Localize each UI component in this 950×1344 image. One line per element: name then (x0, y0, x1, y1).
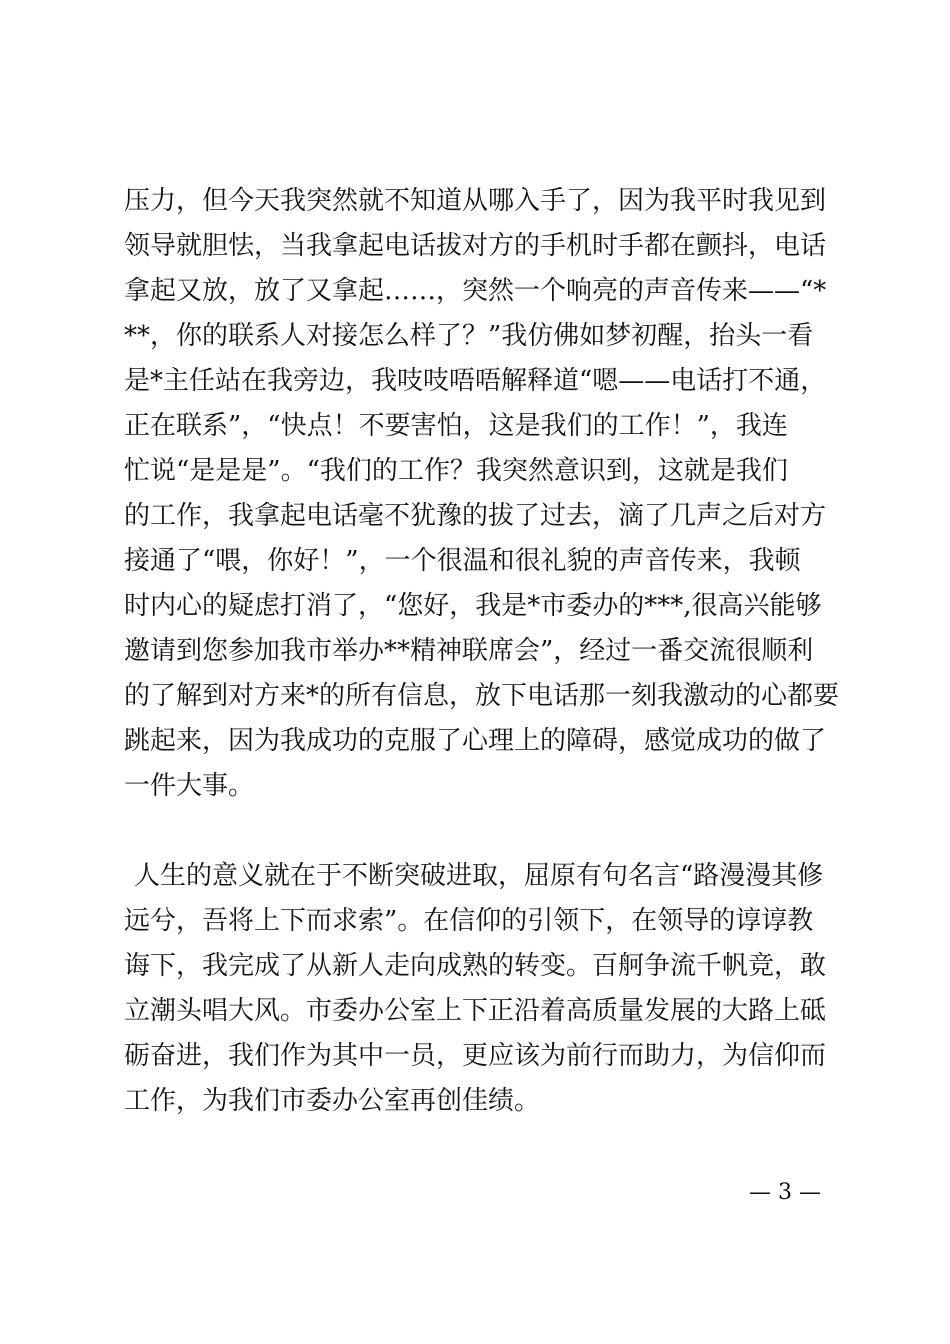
paragraph-1-line: 邀请到您参加我市举办**精神联席会”，经过一番交流很顺利 (124, 636, 814, 666)
paragraph-1-line: 接通了“喂，你好！”，一个很温和很礼貌的声音传来，我顿 (124, 546, 801, 576)
paragraph-1-line: 时内心的疑虑打消了，“您好，我是*市委办的***,很高兴能够 (124, 591, 822, 621)
paragraph-1-line: 一件大事。 (124, 771, 255, 801)
paragraph-2-line: 立潮头唱大风。市委办公室上下正沿着高质量发展的大路上砥 (124, 996, 827, 1026)
paragraph-1-line: 拿起又放，放了又拿起……，突然一个响亮的声音传来——“* (124, 276, 827, 306)
paragraph-2-line: 人生的意义就在于不断突破进取，屈原有句名言“路漫漫其修 (134, 861, 824, 891)
page-number: — 3 — (749, 1180, 821, 1205)
paragraph-1-line: 的工作，我拿起电话毫不犹豫的拔了过去，滴了几声之后对方 (124, 501, 827, 531)
paragraph-2-line: 远兮，吾将上下而求索”。在信仰的引领下，在领导的谆谆教 (124, 906, 814, 936)
paragraph-2-line: 工作，为我们市委办公室再创佳绩。 (124, 1086, 541, 1116)
paragraph-1-line: 忙说“是是是”。“我们的工作？我突然意识到，这就是我们 (124, 456, 788, 486)
paragraph-1-line: 的了解到对方来*的所有信息，放下电话那一刻我激动的心都要 (124, 681, 840, 711)
paragraph-1-line: 领导就胆怯，当我拿起电话拔对方的手机时手都在颤抖，电话 (124, 231, 827, 261)
paragraph-2-line: 诲下，我完成了从新人走向成熟的转变。百舸争流千帆竞，敢 (124, 951, 827, 981)
paragraph-1-line: **，你的联系人对接怎么样了？”我仿佛如梦初醒，抬头一看 (124, 321, 814, 351)
paragraph-2-line: 砺奋进，我们作为其中一员，更应该为前行而助力，为信仰而 (124, 1041, 827, 1071)
paragraph-1-line: 是*主任站在我旁边，我吱吱唔唔解释道“嗯——电话打不通， (124, 366, 827, 396)
paragraph-1-line: 压力，但今天我突然就不知道从哪入手了，因为我平时我见到 (124, 186, 827, 216)
paragraph-1-line: 正在联系”，“快点！不要害怕，这是我们的工作！”，我连 (124, 411, 788, 441)
paragraph-1-line: 跳起来，因为我成功的克服了心理上的障碍，感觉成功的做了 (124, 726, 827, 756)
